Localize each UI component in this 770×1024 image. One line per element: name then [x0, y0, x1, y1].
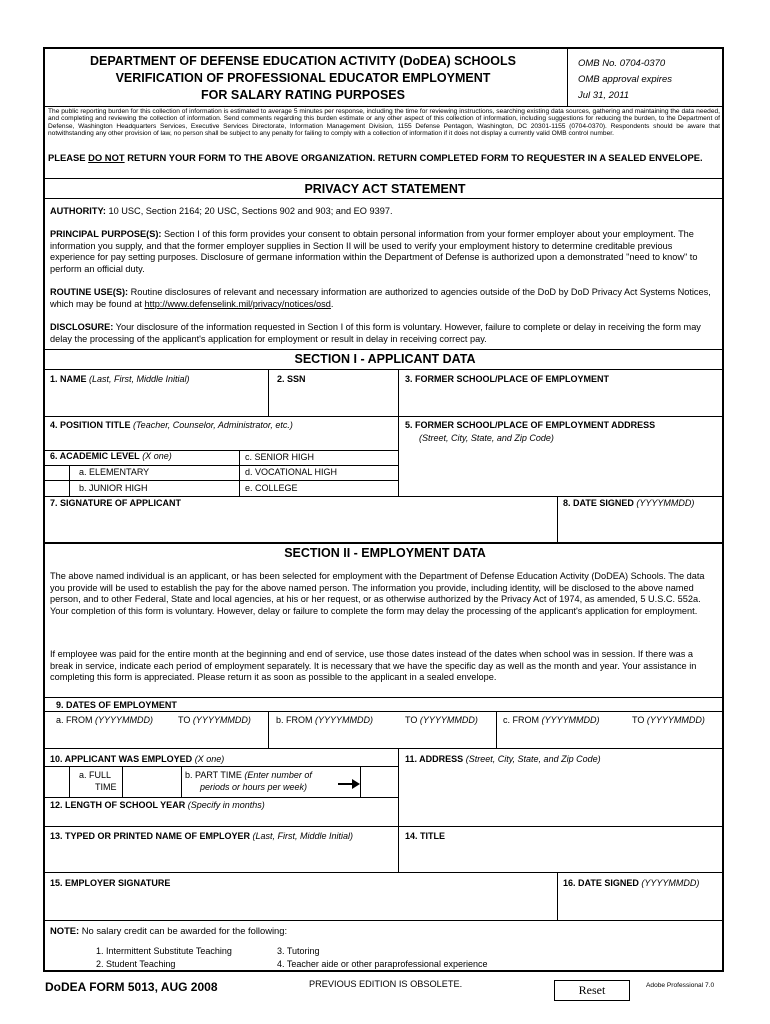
level-junior-high: b. JUNIOR HIGH: [79, 483, 148, 493]
note-line: [50, 925, 287, 936]
employer-signature-label: 15. EMPLOYER SIGNATURE: [50, 878, 171, 888]
return-warning-pre: PLEASE: [48, 152, 89, 163]
divider-15-16: [557, 872, 558, 920]
part-time-label-b: periods or hours per week): [200, 782, 308, 792]
applicant-employed-hint: (X one): [192, 754, 225, 764]
disclosure-label: DISCLOSURE:: [50, 322, 114, 332]
note-item-3: 3. Tutoring: [277, 946, 320, 956]
address-label: [405, 754, 601, 765]
part-time-word: b. PART TIME: [185, 770, 242, 780]
return-warning-donot: DO NOT: [88, 152, 125, 163]
section2-heading: SECTION II - EMPLOYMENT DATA: [284, 546, 486, 560]
name-field[interactable]: [46, 386, 266, 414]
software-version: Adobe Professional 7.0: [646, 982, 715, 989]
date-a-to-fmt: (YYYYMMDD): [192, 715, 251, 725]
arrow-right-icon: [338, 779, 360, 789]
date-signed-num: 8. DATE SIGNED: [563, 498, 634, 508]
note-text: No salary credit can be awarded for the following:: [79, 925, 288, 936]
employer-signature-field[interactable]: [46, 890, 555, 918]
note-item-2: 2. Student Teaching: [96, 959, 176, 969]
address-hint: (Street, City, State, and Zip Code): [463, 754, 601, 764]
omb-number: OMB No. 0704-0370: [578, 58, 666, 69]
authority-label: AUTHORITY:: [50, 206, 106, 216]
checkbox-part-time[interactable]: [123, 767, 180, 796]
disclosure-paragraph: [50, 322, 718, 345]
academic-level-hint: (X one): [139, 451, 172, 461]
dates-of-employment-label: 9. DATES OF EMPLOYMENT: [56, 700, 177, 710]
section1-heading-rule: [43, 369, 724, 370]
date-c-from-word: c. FROM: [503, 715, 539, 725]
employed-box-bottom: [43, 797, 399, 798]
former-school-field[interactable]: [400, 386, 722, 414]
form-title-line1: DEPARTMENT OF DEFENSE EDUCATION ACTIVITY (DoDEA) SCHOOLS: [90, 54, 516, 68]
employer-name-field[interactable]: [46, 844, 396, 870]
employer-title-field[interactable]: [400, 844, 722, 870]
purpose-paragraph: [50, 229, 718, 275]
privacy-heading-rule: [43, 198, 724, 199]
date-a-field[interactable]: [46, 728, 266, 746]
divider-1-2: [268, 369, 269, 416]
part-time-hint1: (Enter number of: [241, 770, 312, 780]
routine-end: .: [330, 298, 334, 309]
date-c-to-word: TO: [632, 715, 645, 725]
school-year-hint: (Specify in months): [185, 800, 265, 810]
note-top-rule: [43, 920, 724, 921]
date-b-from-fmt: (YYYYMMDD): [312, 715, 374, 725]
dates-div-b-c: [496, 711, 497, 748]
obsolete-notice: PREVIOUS EDITION IS OBSOLETE.: [309, 979, 463, 989]
form-identifier: DoDEA FORM 5013, AUG 2008: [45, 980, 218, 994]
date-c-from-fmt: (YYYYMMDD): [539, 715, 600, 725]
row6-bottom: [43, 496, 724, 497]
dates-div-a-b: [268, 711, 269, 748]
checkbox-elementary[interactable]: [44, 466, 68, 479]
omb-approval: OMB approval expires: [578, 74, 672, 85]
section2-intro2: If employee was paid for the entire month at the beginning and end of service, use those dates instead of the dates when school was in session. If there was a break in service, indicate each period of employment separately. It is necessary that we have the specific day as well as the month and year. Your assistance in completing this form is appreciated. Please return it as soon as possible to the applicant in a sealed envelope.: [50, 649, 697, 683]
row13-bottom: [43, 872, 724, 873]
checkbox-junior-high[interactable]: [44, 481, 68, 494]
date-c-from-label: [503, 715, 600, 726]
divider-2-3: [398, 369, 399, 416]
reset-button[interactable]: Reset: [554, 980, 630, 1001]
former-address-field[interactable]: [400, 446, 722, 494]
employer-date-num: 16. DATE SIGNED: [563, 878, 639, 888]
divider-13-14: [398, 826, 399, 872]
level-college: e. COLLEGE: [245, 483, 298, 493]
school-year-num: 12. LENGTH OF SCHOOL YEAR: [50, 800, 186, 810]
employer-date-field[interactable]: [559, 890, 722, 918]
level-chk-col-left: [69, 465, 70, 496]
burden-statement: The public reporting burden for this collection of information is estimated to average 5 minutes per response, including the time for reviewing instructions, searching existing data sources, gathering and maintaining the data needed, and completing and reviewing the collection of information. Send comments regarding this burden estimate or any other aspect of this collection of information, including suggestions for reducing the burden, to the Department of Defense, Washington Headquarters Services, Executive Services Directorate, Information Management Division, 1155 Defense Pentagon, Washington, DC 20301-1155 (0704-0370). Respondents should be aware that notwithstanding any other provision of law, no person shall be subject to any penalty for failing to comply with a collection of information if it does not display a currently valid OMB control number.: [48, 108, 720, 137]
date-b-to-fmt: (YYYYMMDD): [419, 715, 478, 725]
level-vocational-high: d. VOCATIONAL HIGH: [245, 467, 338, 477]
position-title-hint: (Teacher, Counselor, Administrator, etc.): [130, 420, 293, 430]
employer-name-label: [50, 831, 353, 842]
date-c-to-label: [632, 715, 705, 726]
routine-paragraph: [50, 287, 718, 310]
applicant-employed-label: [50, 754, 224, 765]
academic-level-label: [50, 451, 172, 462]
date-c-field[interactable]: [498, 728, 722, 746]
date-b-from-word: b. FROM: [276, 715, 313, 725]
part-time-hours-field[interactable]: [361, 767, 397, 796]
form-title-line3: FOR SALARY RATING PURPOSES: [201, 88, 405, 102]
note-label: NOTE:: [50, 925, 80, 936]
dates-sub-rule: [43, 711, 724, 712]
level-senior-high: c. SENIOR HIGH: [245, 452, 315, 462]
date-a-to-label: [178, 715, 251, 726]
date-a-from-label: [56, 715, 153, 726]
header-rule: [43, 106, 724, 107]
row1-bottom: [43, 416, 724, 417]
ssn-label: 2. SSN: [277, 374, 306, 384]
date-b-from-label: [276, 715, 373, 726]
address-num: 11. ADDRESS: [405, 754, 464, 764]
date-a-from-word: a. FROM: [56, 715, 93, 725]
date-a-to-word: TO: [178, 715, 191, 725]
part-time-label-a: [185, 770, 312, 781]
employer-date-label: [563, 878, 699, 889]
full-chk-left: [69, 766, 70, 797]
divider-7-8: [557, 496, 558, 542]
employer-date-hint: (YYYYMMDD): [638, 878, 700, 888]
full-time-label-a: a. FULL: [79, 770, 112, 780]
dates-bottom-rule: [43, 748, 724, 749]
section2-top-rule: [43, 542, 724, 544]
employer-name-hint: (Last, First, Middle Initial): [250, 831, 354, 841]
divider-10-11: [398, 748, 399, 826]
divider-4-5: [398, 416, 399, 496]
note-item-1: 1. Intermittent Substitute Teaching: [96, 946, 232, 956]
former-address-label: 5. FORMER SCHOOL/PLACE OF EMPLOYMENT ADDRESS: [405, 420, 656, 430]
authority-paragraph: [50, 206, 718, 218]
privacy-notices-link[interactable]: http://www.defenselink.mil/privacy/notices/osd: [144, 298, 331, 309]
date-signed-hint: (YYYYMMDD): [633, 498, 695, 508]
date-b-to-label: [405, 715, 478, 726]
routine-label: ROUTINE USE(S):: [50, 287, 129, 297]
applicant-signature-field[interactable]: [46, 510, 555, 540]
row12-bottom: [43, 826, 724, 827]
former-address-hint: (Street, City, State, and Zip Code): [419, 433, 554, 443]
employer-name-num: 13. TYPED OR PRINTED NAME OF EMPLOYER: [50, 831, 251, 841]
section1-top-rule: [43, 349, 724, 350]
checkbox-vocational-high[interactable]: [220, 466, 238, 479]
school-year-field[interactable]: [46, 812, 396, 824]
employed-box-top: [43, 766, 399, 767]
position-title-label: [50, 420, 293, 431]
academic-level-num: 6. ACADEMIC LEVEL: [50, 451, 140, 461]
position-title-num: 4. POSITION TITLE: [50, 420, 131, 430]
part-chk-left: [181, 766, 182, 797]
employer-title-label: 14. TITLE: [405, 831, 446, 841]
applicant-employed-num: 10. APPLICANT WAS EMPLOYED: [50, 754, 193, 764]
checkbox-college[interactable]: [220, 481, 238, 494]
dates-top-rule: [43, 697, 724, 698]
level-elementary: a. ELEMENTARY: [79, 467, 150, 477]
section1-heading: SECTION I - APPLICANT DATA: [294, 352, 476, 366]
section2-intro1: The above named individual is an applicant, or has been selected for employment with the Department of Defense Education Activity (DoDEA) Schools. The data you provide will be used to establish the pay for the above named person. The information you provide, including identity, will be disclosed to the above named person, and to other Federal, State and local agencies, at his or her request, or as otherwise authorized by the Privacy Act of 1974, as amended, 5 U.S.C. 552a. Your completion of this form is voluntary. However, delay or failure to complete the form may delay the processing of the applicant's application for employment.: [50, 571, 705, 616]
date-b-field[interactable]: [270, 728, 494, 746]
purpose-text: Section I of this form provides your consent to obtain personal information from your former employer about your employment. The information you supply, and that the former employer supplies in Section II will be used to verify your employment history to determine creditable previous experience for pay setting purposes. Disclosure of germane information within the Department of Defense is authorized upon a demonstrated "need to know" to perform an official duty.: [50, 229, 698, 274]
position-title-field[interactable]: [46, 432, 396, 448]
date-a-from-fmt: (YYYYMMDD): [92, 715, 154, 725]
return-warning-post: RETURN YOUR FORM TO THE ABOVE ORGANIZATION. RETURN COMPLETED FORM TO REQUESTER IN A SEALED ENVELOPE.: [124, 152, 703, 163]
date-signed-label: [563, 498, 694, 509]
name-label-num: 1. NAME: [50, 374, 87, 384]
disclosure-text: Your disclosure of the information requested in Section I of this form is voluntary. However, failure to complete or delay in receiving the form may delay the processing of the applicant's application for employment or result in delay in receiving correct pay.: [50, 322, 701, 344]
omb-divider: [567, 47, 568, 106]
school-year-label: [50, 800, 265, 811]
applicant-signature-label: 7. SIGNATURE OF APPLICANT: [50, 498, 182, 508]
level-col-divider: [239, 450, 240, 496]
routine-text: Routine disclosures of relevant and necessary information are authorized to agencies outside of the DoD by DoD Privacy Act Systems Notices, which may be found at: [50, 287, 711, 309]
return-warning: [48, 152, 720, 164]
applicant-date-field[interactable]: [559, 510, 722, 540]
date-b-to-word: TO: [405, 715, 418, 725]
note-item-4: 4. Teacher aide or other paraprofessional experience: [277, 959, 488, 969]
full-time-label-b: TIME: [95, 782, 117, 792]
checkbox-full-time[interactable]: [44, 767, 68, 796]
form-title-line2: VERIFICATION OF PROFESSIONAL EDUCATOR EMPLOYMENT: [115, 71, 491, 85]
privacy-heading: PRIVACY ACT STATEMENT: [304, 182, 466, 196]
date-c-to-fmt: (YYYYMMDD): [646, 715, 705, 725]
purpose-label: PRINCIPAL PURPOSE(S):: [50, 229, 162, 239]
privacy-top-rule: [43, 178, 724, 179]
former-school-label: 3. FORMER SCHOOL/PLACE OF EMPLOYMENT: [405, 374, 610, 384]
ssn-field[interactable]: [270, 386, 396, 414]
name-label-hint: (Last, First, Middle Initial): [86, 374, 190, 384]
employer-address-field[interactable]: [400, 767, 722, 824]
authority-text: 10 USC, Section 2164; 20 USC, Sections 902 and 903; and EO 9397.: [105, 206, 393, 216]
omb-date: Jul 31, 2011: [578, 90, 630, 101]
name-label: [50, 374, 190, 385]
